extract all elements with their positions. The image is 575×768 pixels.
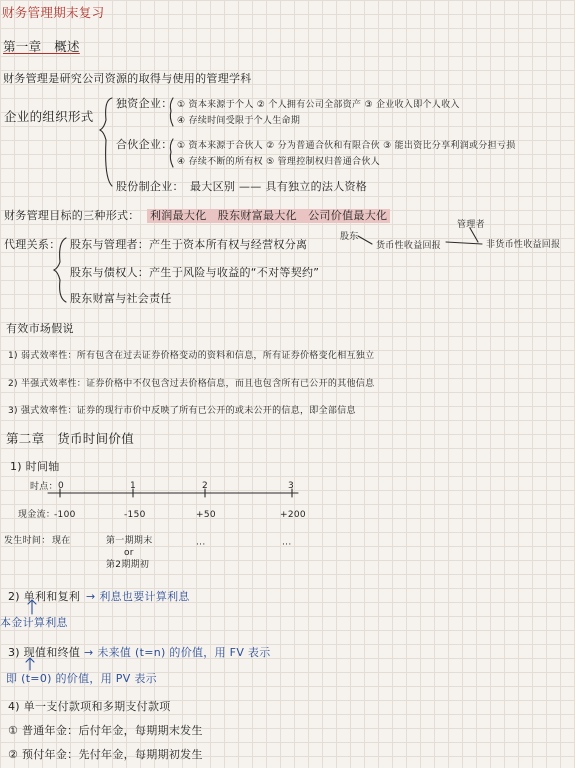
occur-now: 现在	[52, 536, 71, 546]
side-noncash: 非货币性收益回报	[486, 240, 561, 250]
goals-label: 财务管理目标的三种形式：	[4, 209, 140, 222]
partnership-point-1: ① 资本来源于合伙人 ② 分为普通合伙和有限合伙 ③ 能出资比分享利润或分担亏损	[177, 141, 516, 151]
time-point: 3	[288, 481, 295, 491]
compound-interest-note: → 利息也要计算利息	[86, 590, 190, 603]
emh-weak: 1) 弱式效率性：所有包含在过去证券价格变动的资料和信息，所有证券价格变化相互独立	[8, 351, 375, 361]
occur-or: or	[124, 548, 134, 558]
blue-up-arrow-2	[26, 658, 34, 670]
time-points-label: 时点：	[30, 482, 58, 492]
sole-point-2: ④ 存续时间受限于个人生命期	[177, 116, 301, 126]
time-point: 2	[202, 481, 209, 491]
agency-point-2: 股东与债权人：产生于风险与收益的“不对等契约”	[70, 266, 320, 279]
side-cash-inflow: 货币性收益回报	[376, 241, 442, 251]
definition-text: 财务管理是研究公司资源的取得与使用的管理学科	[3, 72, 252, 85]
present-future-value: 3) 现值和终值	[8, 646, 81, 659]
sole-point-1: ① 资本来源于个人 ② 个人拥有公司全部资产 ③ 企业收入即个人收入	[177, 100, 460, 110]
simple-interest-note: 本金计算利息	[0, 616, 68, 629]
blue-up-arrow-1	[28, 600, 36, 614]
arrow-manager	[470, 228, 478, 242]
goals-highlight: 利润最大化 股东财富最大化 公司价值最大化	[147, 209, 390, 223]
page-title: 财务管理期末复习	[2, 5, 105, 20]
occur-label: 发生时间：	[4, 536, 51, 546]
partnership-point-2: ④ 存续不断的所有权 ⑤ 管理控制权归普通合伙人	[177, 157, 380, 167]
emh-strong: 3) 强式效率性：证券的现行市价中反映了所有已公开的或未公开的信息，即全部信息	[8, 406, 356, 416]
future-value-note: → 未来值 (t=n) 的价值，用 FV 表示	[84, 646, 271, 659]
occur-dots: ···	[196, 540, 206, 550]
payment-types: 4) 单一支付款项和多期支付款项	[8, 700, 171, 713]
agency-point-1: 股东与管理者：产生于资本所有权与经营权分离	[70, 238, 308, 251]
occur-second-period: 第2期期初	[106, 560, 150, 570]
chapter-1-heading: 第一章 概述	[3, 39, 80, 54]
org-brace	[100, 98, 112, 186]
corporation-label: 股份制企业：	[116, 180, 184, 193]
simple-compound-interest: 2) 单利和复利	[8, 590, 81, 603]
cashflow-value: +50	[196, 510, 216, 520]
occur-dots: ···	[282, 540, 292, 550]
emh-heading: 有效市场假说	[6, 322, 74, 335]
time-point: 0	[58, 481, 65, 491]
cashflow-value: -150	[124, 510, 146, 520]
partner-brace	[170, 139, 173, 167]
present-value-note: 即 (t=0) 的价值，用 PV 表示	[6, 672, 157, 685]
corporation-text: 最大区别 —— 具有独立的法人资格	[190, 180, 368, 193]
annuity-due: ② 预付年金：先付年金，每期期初发生	[8, 748, 203, 761]
occur-first-period: 第一期期末	[106, 536, 153, 546]
arrow-to-noncash	[446, 242, 482, 244]
agency-label: 代理关系：	[4, 238, 61, 251]
cashflow-label: 现金流：	[18, 510, 56, 520]
emh-semi-strong: 2) 半强式效率性：证券价格中不仅包含过去价格信息，而且也包含所有已公开的其他信息	[8, 379, 375, 389]
side-shareholder: 股东	[340, 232, 359, 242]
sole-brace	[170, 98, 173, 126]
side-manager: 管理者	[457, 220, 485, 230]
timeline-label: 1) 时间轴	[10, 460, 60, 473]
ordinary-annuity: ① 普通年金：后付年金，每期期末发生	[8, 724, 203, 737]
agency-point-3: 股东财富与社会责任	[70, 292, 172, 305]
agency-brace	[54, 238, 66, 302]
partnership-label: 合伙企业：	[116, 138, 173, 151]
org-form-label: 企业的组织形式	[4, 109, 94, 124]
arrow-shareholder	[358, 236, 372, 244]
sole-proprietorship-label: 独资企业：	[116, 97, 173, 110]
chapter-2-heading: 第二章 货币时间价值	[6, 431, 135, 446]
cashflow-value: -100	[54, 510, 76, 520]
cashflow-value: +200	[280, 510, 306, 520]
time-point: 1	[130, 481, 137, 491]
